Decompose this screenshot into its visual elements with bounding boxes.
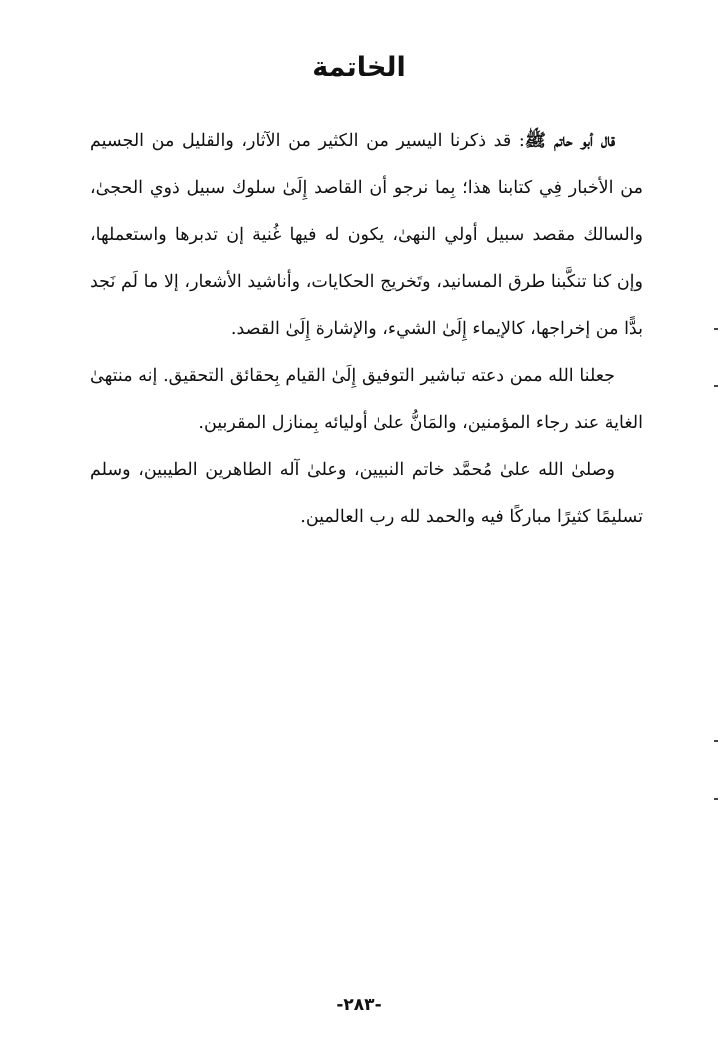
chapter-title: الخاتمة <box>312 52 406 83</box>
page-number: -٢٨٣- <box>336 995 382 1015</box>
paragraph-1-text: : قد ذكرنا اليسير من الكثير من الآثار، والقليل من الجسيم من الأخبار فِي كتابنا هذا؛ بِما نرجو أن القاصد إِلَىٰ سلوك سبيل ذوي الحجىٰ، والسالك مقصد سبيل أولي النهىٰ، يكون له فيها غُنية إن تدبرها واستعملها، وإن كنا تنكَّبنا طرق المسانيد، وتَخريج الحكايات، وأناشيد الأشعار، إلا ما لَم نَجد بدًّا من إخراجها، كالإيماء إِلَىٰ الشيء، والإشارة إِلَىٰ القصد. <box>90 131 643 339</box>
edge-mark <box>714 328 718 330</box>
paragraph-3: وصلىٰ الله علىٰ مُحمَّد خاتم النبيين، وعلىٰ آله الطاهرين الطيبين، وسلم تسليمًا كثيرًا مباركًا فيه والحمد لله رب العالمين. <box>90 460 643 527</box>
edge-mark <box>714 798 718 800</box>
paragraph-1 <box>90 118 643 353</box>
edge-mark <box>714 385 718 387</box>
speaker-name: قال أبو حاتم ﷺ <box>524 131 615 151</box>
edge-mark <box>714 740 718 742</box>
paragraph-2: جعلنا الله ممن دعته تباشير التوفيق إِلَىٰ القيام بِحقائق التحقيق. إنه منتهىٰ الغاية عند رجاء المؤمنين، والمَانُّ علىٰ أوليائه بِمنازل المقربين. <box>90 366 643 433</box>
body-text <box>90 118 643 541</box>
